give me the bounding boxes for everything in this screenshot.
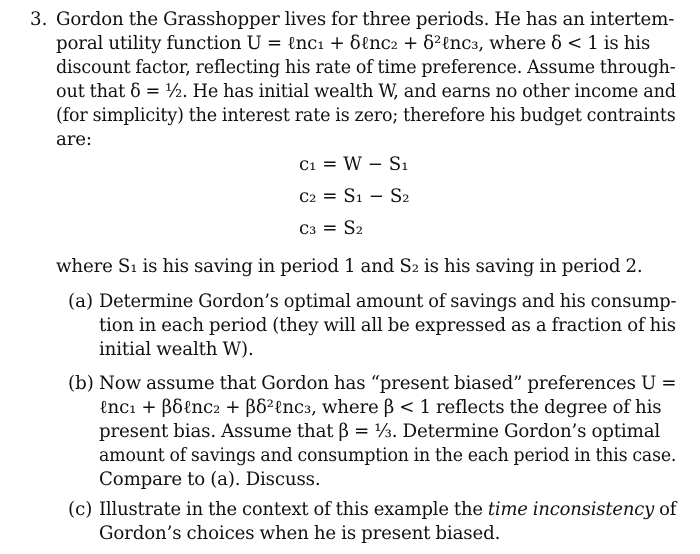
- part-b-line-5: Compare to (a). Discuss.: [99, 469, 321, 490]
- equation-c2: c₂ = S₁ − S₂: [299, 186, 410, 207]
- savings-definition: where S₁ is his saving in period 1 and S₂ is his saving in period 2.: [56, 256, 643, 277]
- part-a-label: (a): [68, 291, 94, 312]
- problem-number: 3.: [30, 9, 48, 30]
- part-c-text-suffix: of: [654, 499, 677, 520]
- part-c-label: (c): [68, 499, 93, 520]
- part-c-line-2: Gordon’s choices when he is present biased.: [99, 523, 501, 544]
- intro-line-3: discount factor, reflecting his rate of time preference. Assume through-: [56, 57, 676, 78]
- part-a-line-1: Determine Gordon’s optimal amount of savings and his consump-: [99, 291, 677, 312]
- intro-line-1: Gordon the Grasshopper lives for three periods. He has an intertem-: [56, 9, 675, 30]
- intro-line-6: are:: [56, 129, 92, 150]
- part-c-text-prefix: Illustrate in the context of this example the: [99, 499, 488, 520]
- intro-line-5: (for simplicity) the interest rate is zero; therefore his budget contraints: [56, 105, 676, 126]
- part-b-line-4: amount of savings and consumption in the each period in this case.: [99, 445, 677, 466]
- part-c-emphasis: time inconsistency: [487, 499, 655, 520]
- part-a-line-3: initial wealth W).: [99, 339, 254, 360]
- part-b-label: (b): [68, 373, 94, 394]
- equation-c3: c₃ = S₂: [299, 218, 364, 239]
- part-c-line-1: [99, 501, 676, 519]
- equation-c1: c₁ = W − S₁: [299, 154, 409, 175]
- part-b-line-2: ℓnc₁ + βδℓnc₂ + βδ²ℓnc₃, where β < 1 reflects the degree of his: [99, 397, 662, 418]
- part-a-line-2: tion in each period (they will all be expressed as a fraction of his: [99, 315, 676, 336]
- intro-line-4: out that δ = ½. He has initial wealth W, and earns no other income and: [56, 81, 676, 102]
- part-b-line-1: Now assume that Gordon has “present biased” preferences U =: [99, 373, 677, 394]
- part-b-line-3: present bias. Assume that β = ⅓. Determine Gordon’s optimal: [99, 421, 661, 442]
- intro-line-2: poral utility function U = ℓnc₁ + δℓnc₂ + δ²ℓnc₃, where δ < 1 is his: [56, 33, 651, 54]
